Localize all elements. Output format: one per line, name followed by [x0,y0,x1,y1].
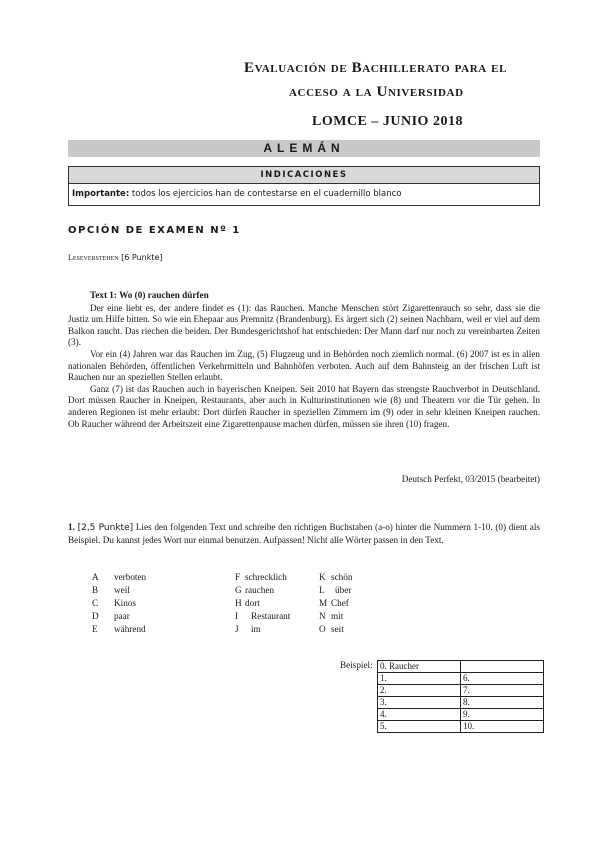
exam-title-line2: acceso a la Universidad [289,84,464,100]
answer-cell[interactable]: 9. [461,709,544,721]
answer-cell[interactable]: 3. [378,697,461,709]
word-option: M Chef [319,598,349,608]
word-option: G rauchen [235,585,275,595]
indicaciones-body [69,184,539,204]
word-option: I Restaurant [235,611,291,621]
section-name: Leseverstehen [68,253,119,262]
answer-cell[interactable]: 6. [461,673,544,685]
task-points: [2,5 Punkte] [77,523,134,533]
word-option: K schön [319,572,353,582]
word-option: C Kinos [92,598,136,608]
word-option: E während [92,624,146,634]
answer-cell[interactable] [461,661,544,673]
table-row [378,697,544,709]
answer-cell[interactable]: 7. [461,685,544,697]
answer-cell[interactable]: 2. [378,685,461,697]
option-title: OPCIÓN DE EXAMEN Nº 1 [68,225,241,236]
source-citation: Deutsch Perfekt, 03/2015 (bearbeitet) [401,474,540,484]
indicaciones-heading: INDICACIONES [69,167,539,184]
subject-bar: ALEMÁN [68,140,540,157]
section-points: [6 Punkte] [121,253,163,262]
answer-table [377,660,544,733]
answer-cell[interactable]: 5. [378,721,461,733]
word-option: D paar [92,611,130,621]
reading-text [68,290,540,430]
word-option: H dort [235,598,260,608]
answer-cell[interactable]: 4. [378,709,461,721]
exam-title [244,56,544,104]
exam-date: LOMCE – JUNIO 2018 [312,114,463,129]
table-row [378,673,544,685]
table-row [378,685,544,697]
indicaciones-box [68,166,540,206]
word-option: J im [235,624,261,634]
important-text: todos los ejercicios han de contestarse en el cuadernillo blanco [131,189,402,199]
answer-cell[interactable]: 10. [461,721,544,733]
word-option: L über [319,585,352,595]
answer-cell[interactable]: 0. Raucher [378,661,461,673]
important-label: Importante: [72,189,130,199]
table-row [378,661,544,673]
word-option: N mit [319,611,344,621]
reading-title: Text 1: Wo (0) rauchen dürfen [90,290,209,300]
table-row [378,709,544,721]
task-text: Lies den folgenden Text und schreibe den richtigen Buchstaben (a-o) hinter die Nummern 1-10. (0) dient als Beispiel. Du kannst jedes Wort nur einmal benutzen. Aufpassen! Nicht alle Wörter passen in den Text. [68,522,540,545]
word-option: A verboten [92,572,147,582]
section-label [68,253,163,262]
table-row [378,721,544,733]
reading-paragraph: Der eine liebt es, der andere findet es (1): das Rauchen. Manche Menschen stört Zigarettenrauch so sehr, dass sie die Justiz um Hilfe bitten. So wie ein Ehepaar aus Premnitz (Brandenburg). Es ärgert sich (2) seinen Nachbarn, weil er viel auf dem Balkon raucht. Das riechen die beiden. Der Bundesgerichtshof hat entschieden: Der Mann darf nur noch zu vereinbarten Zeiten (3). [68,302,540,348]
exam-title-line1: Evaluación de Bachillerato para el [244,60,508,76]
answer-cell[interactable]: 8. [461,697,544,709]
reading-paragraph: Vor ein (4) Jahren war das Rauchen im Zug, (5) Flugzeug und in Behörden noch ziemlich normal. (6) 2007 ist es in allen nationalen Behörden, öffentlichen Verkehrmitteln und Bahnhöfen verboten. Auch auf dem Bahnsteig an der frischen Luft ist Rauchen nur an speziellen Stellen erlaubt. [68,348,540,383]
task-instruction [68,521,540,546]
example-label: Beispiel: [340,660,373,670]
task-number: 1. [68,522,75,532]
reading-paragraph: Ganz (7) ist das Rauchen auch in bayerischen Kneipen. Seit 2010 hat Bayern das strengste Rauchverbot in Deutschland. Dort müssen Raucher in Kneipen, Restaurants, aber auch in Kulturinstitutionen wie (8) und Theatern vor die Tür gehen. In anderen Regionen ist mehr erlaubt: Dort dürfen Raucher in speziellen Zimmern im (9) oder in sehr kleinen Kneipen rauchen. Ob Raucher während der Arbeitszeit eine Zigarettenpause machen dürfen, müssen sie ihren (10) fragen. [68,383,540,429]
word-option: B weil [92,585,130,595]
answer-cell[interactable]: 1. [378,673,461,685]
word-option: F schrecklich [235,572,287,582]
word-option: O seit [319,624,344,634]
